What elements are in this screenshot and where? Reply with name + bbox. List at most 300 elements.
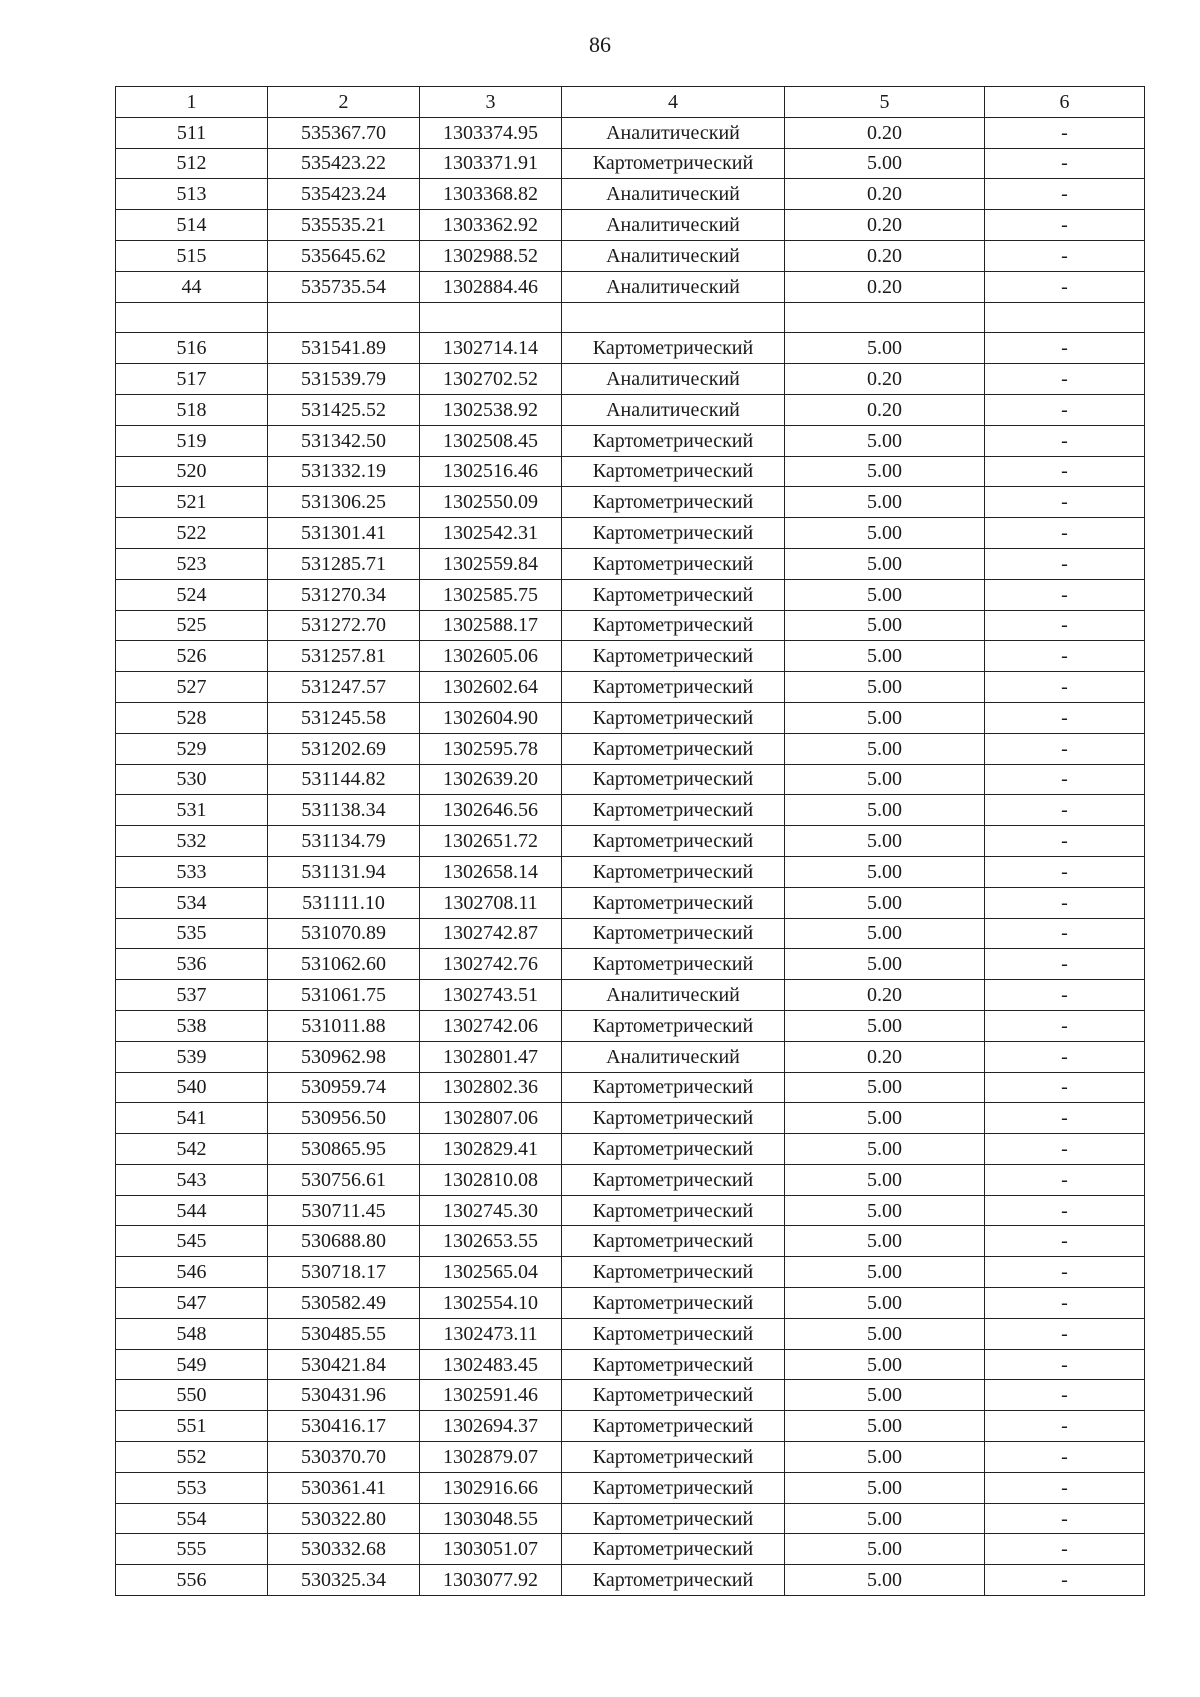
table-row [116, 764, 1145, 795]
x-coordinate-cell: 531301.41 [268, 518, 420, 549]
y-coordinate-cell: 1302658.14 [420, 856, 562, 887]
method-cell: Картометрический [562, 1134, 785, 1165]
method-cell: Аналитический [562, 179, 785, 210]
accuracy-cell: 5.00 [785, 949, 985, 980]
point-number-cell: 522 [116, 518, 268, 549]
accuracy-cell: 5.00 [785, 425, 985, 456]
y-coordinate-cell: 1302745.30 [420, 1195, 562, 1226]
point-number-cell: 547 [116, 1288, 268, 1319]
header-row [116, 87, 1145, 118]
method-cell: Картометрический [562, 856, 785, 887]
x-coordinate-cell: 530485.55 [268, 1318, 420, 1349]
y-coordinate-cell: 1302702.52 [420, 364, 562, 395]
method-cell: Картометрический [562, 456, 785, 487]
note-cell: - [985, 1164, 1145, 1195]
point-number-cell: 551 [116, 1411, 268, 1442]
table-row [116, 271, 1145, 302]
method-cell: Картометрический [562, 918, 785, 949]
method-cell: Картометрический [562, 1226, 785, 1257]
accuracy-cell: 0.20 [785, 271, 985, 302]
point-number-cell: 552 [116, 1442, 268, 1473]
y-coordinate-cell: 1302585.75 [420, 579, 562, 610]
point-number-cell: 549 [116, 1349, 268, 1380]
method-cell: Картометрический [562, 425, 785, 456]
accuracy-cell: 5.00 [785, 1164, 985, 1195]
method-cell: Аналитический [562, 210, 785, 241]
y-coordinate-cell: 1302605.06 [420, 641, 562, 672]
x-coordinate-cell: 531270.34 [268, 579, 420, 610]
table-row [116, 333, 1145, 364]
note-cell: - [985, 949, 1145, 980]
x-coordinate-cell: 530956.50 [268, 1103, 420, 1134]
y-coordinate-cell: 1302714.14 [420, 333, 562, 364]
note-cell: - [985, 1226, 1145, 1257]
x-coordinate-cell [268, 302, 420, 333]
y-coordinate-cell: 1303371.91 [420, 148, 562, 179]
point-number-cell: 535 [116, 918, 268, 949]
y-coordinate-cell: 1302588.17 [420, 610, 562, 641]
table-row [116, 487, 1145, 518]
method-cell: Картометрический [562, 148, 785, 179]
note-cell: - [985, 826, 1145, 857]
method-cell [562, 302, 785, 333]
method-cell: Картометрический [562, 1257, 785, 1288]
y-coordinate-cell: 1303077.92 [420, 1565, 562, 1596]
accuracy-cell: 5.00 [785, 610, 985, 641]
accuracy-cell: 5.00 [785, 702, 985, 733]
y-coordinate-cell: 1302591.46 [420, 1380, 562, 1411]
x-coordinate-cell: 531541.89 [268, 333, 420, 364]
x-coordinate-cell: 530325.34 [268, 1565, 420, 1596]
accuracy-cell: 5.00 [785, 1442, 985, 1473]
x-coordinate-cell: 531247.57 [268, 672, 420, 703]
note-cell: - [985, 1349, 1145, 1380]
table-row [116, 518, 1145, 549]
table-row [116, 1442, 1145, 1473]
accuracy-cell: 5.00 [785, 856, 985, 887]
point-number-cell: 512 [116, 148, 268, 179]
y-coordinate-cell: 1302743.51 [420, 980, 562, 1011]
point-number-cell: 515 [116, 240, 268, 271]
table-row [116, 733, 1145, 764]
accuracy-cell: 5.00 [785, 1534, 985, 1565]
accuracy-cell: 5.00 [785, 148, 985, 179]
y-coordinate-cell: 1302807.06 [420, 1103, 562, 1134]
y-coordinate-cell: 1303048.55 [420, 1503, 562, 1534]
method-cell: Картометрический [562, 518, 785, 549]
accuracy-cell: 5.00 [785, 1349, 985, 1380]
point-number-cell: 545 [116, 1226, 268, 1257]
column-header: 4 [562, 87, 785, 118]
x-coordinate-cell: 530582.49 [268, 1288, 420, 1319]
point-number-cell: 511 [116, 117, 268, 148]
method-cell: Аналитический [562, 394, 785, 425]
y-coordinate-cell: 1302708.11 [420, 887, 562, 918]
y-coordinate-cell: 1302829.41 [420, 1134, 562, 1165]
table-row [116, 394, 1145, 425]
table-row [116, 456, 1145, 487]
table-row [116, 148, 1145, 179]
method-cell: Аналитический [562, 271, 785, 302]
y-coordinate-cell: 1302483.45 [420, 1349, 562, 1380]
table-row [116, 1318, 1145, 1349]
x-coordinate-cell: 535735.54 [268, 271, 420, 302]
note-cell: - [985, 271, 1145, 302]
x-coordinate-cell: 530959.74 [268, 1072, 420, 1103]
method-cell: Картометрический [562, 949, 785, 980]
x-coordinate-cell: 531144.82 [268, 764, 420, 795]
y-coordinate-cell: 1302884.46 [420, 271, 562, 302]
column-header: 1 [116, 87, 268, 118]
accuracy-cell: 5.00 [785, 1565, 985, 1596]
accuracy-cell: 5.00 [785, 764, 985, 795]
table-row [116, 980, 1145, 1011]
point-number-cell: 520 [116, 456, 268, 487]
note-cell [985, 302, 1145, 333]
accuracy-cell: 5.00 [785, 1103, 985, 1134]
accuracy-cell: 5.00 [785, 733, 985, 764]
method-cell: Картометрический [562, 826, 785, 857]
method-cell: Картометрический [562, 1318, 785, 1349]
point-number-cell: 548 [116, 1318, 268, 1349]
table-body [116, 117, 1145, 1595]
method-cell: Картометрический [562, 1442, 785, 1473]
table-row [116, 1226, 1145, 1257]
accuracy-cell: 5.00 [785, 518, 985, 549]
note-cell: - [985, 672, 1145, 703]
x-coordinate-cell: 531111.10 [268, 887, 420, 918]
accuracy-cell: 5.00 [785, 1472, 985, 1503]
point-number-cell: 532 [116, 826, 268, 857]
x-coordinate-cell: 531011.88 [268, 1010, 420, 1041]
note-cell: - [985, 610, 1145, 641]
point-number-cell: 521 [116, 487, 268, 518]
x-coordinate-cell: 531342.50 [268, 425, 420, 456]
point-number-cell: 543 [116, 1164, 268, 1195]
point-number-cell: 527 [116, 672, 268, 703]
accuracy-cell: 0.20 [785, 364, 985, 395]
note-cell: - [985, 394, 1145, 425]
y-coordinate-cell: 1302508.45 [420, 425, 562, 456]
table-row [116, 302, 1145, 333]
table-row [116, 579, 1145, 610]
x-coordinate-cell: 531131.94 [268, 856, 420, 887]
point-number-cell: 554 [116, 1503, 268, 1534]
accuracy-cell: 5.00 [785, 1195, 985, 1226]
point-number-cell: 529 [116, 733, 268, 764]
y-coordinate-cell: 1303374.95 [420, 117, 562, 148]
table-row [116, 1134, 1145, 1165]
accuracy-cell: 5.00 [785, 1380, 985, 1411]
point-number-cell: 517 [116, 364, 268, 395]
method-cell: Картометрический [562, 1565, 785, 1596]
point-number-cell: 523 [116, 548, 268, 579]
table-row [116, 1349, 1145, 1380]
note-cell: - [985, 1041, 1145, 1072]
y-coordinate-cell: 1302742.76 [420, 949, 562, 980]
x-coordinate-cell: 530322.80 [268, 1503, 420, 1534]
point-number-cell: 524 [116, 579, 268, 610]
point-number-cell: 556 [116, 1565, 268, 1596]
y-coordinate-cell: 1303051.07 [420, 1534, 562, 1565]
y-coordinate-cell: 1302604.90 [420, 702, 562, 733]
method-cell: Аналитический [562, 364, 785, 395]
y-coordinate-cell: 1302473.11 [420, 1318, 562, 1349]
accuracy-cell: 5.00 [785, 1134, 985, 1165]
point-number-cell: 538 [116, 1010, 268, 1041]
point-number-cell: 540 [116, 1072, 268, 1103]
y-coordinate-cell: 1303362.92 [420, 210, 562, 241]
method-cell: Картометрический [562, 610, 785, 641]
note-cell: - [985, 148, 1145, 179]
accuracy-cell: 5.00 [785, 672, 985, 703]
note-cell: - [985, 579, 1145, 610]
y-coordinate-cell: 1302516.46 [420, 456, 562, 487]
note-cell: - [985, 333, 1145, 364]
point-number-cell: 526 [116, 641, 268, 672]
y-coordinate-cell: 1302802.36 [420, 1072, 562, 1103]
note-cell: - [985, 1072, 1145, 1103]
accuracy-cell: 0.20 [785, 179, 985, 210]
method-cell: Картометрический [562, 1411, 785, 1442]
note-cell: - [985, 117, 1145, 148]
table-row [116, 1565, 1145, 1596]
x-coordinate-cell: 530416.17 [268, 1411, 420, 1442]
accuracy-cell: 0.20 [785, 1041, 985, 1072]
accuracy-cell: 0.20 [785, 117, 985, 148]
note-cell: - [985, 1134, 1145, 1165]
method-cell: Картометрический [562, 702, 785, 733]
note-cell: - [985, 1195, 1145, 1226]
note-cell: - [985, 548, 1145, 579]
table-row [116, 117, 1145, 148]
table-row [116, 1041, 1145, 1072]
note-cell: - [985, 856, 1145, 887]
point-number-cell [116, 302, 268, 333]
accuracy-cell: 5.00 [785, 1010, 985, 1041]
table-row [116, 1257, 1145, 1288]
method-cell: Картометрический [562, 641, 785, 672]
y-coordinate-cell [420, 302, 562, 333]
accuracy-cell: 5.00 [785, 1072, 985, 1103]
y-coordinate-cell: 1302542.31 [420, 518, 562, 549]
y-coordinate-cell: 1302694.37 [420, 1411, 562, 1442]
table-header [116, 87, 1145, 118]
x-coordinate-cell: 535535.21 [268, 210, 420, 241]
method-cell: Картометрический [562, 1349, 785, 1380]
point-number-cell: 519 [116, 425, 268, 456]
accuracy-cell: 5.00 [785, 887, 985, 918]
y-coordinate-cell: 1302801.47 [420, 1041, 562, 1072]
note-cell: - [985, 364, 1145, 395]
accuracy-cell: 5.00 [785, 1226, 985, 1257]
method-cell: Картометрический [562, 1472, 785, 1503]
accuracy-cell: 5.00 [785, 795, 985, 826]
accuracy-cell: 5.00 [785, 918, 985, 949]
note-cell: - [985, 210, 1145, 241]
accuracy-cell: 0.20 [785, 210, 985, 241]
table-row [116, 1195, 1145, 1226]
accuracy-cell: 5.00 [785, 333, 985, 364]
table-row [116, 1472, 1145, 1503]
note-cell: - [985, 518, 1145, 549]
note-cell: - [985, 918, 1145, 949]
method-cell: Аналитический [562, 117, 785, 148]
note-cell: - [985, 487, 1145, 518]
accuracy-cell: 0.20 [785, 980, 985, 1011]
note-cell: - [985, 1442, 1145, 1473]
note-cell: - [985, 733, 1145, 764]
method-cell: Картометрический [562, 1103, 785, 1134]
y-coordinate-cell: 1302550.09 [420, 487, 562, 518]
accuracy-cell: 0.20 [785, 394, 985, 425]
column-header: 3 [420, 87, 562, 118]
x-coordinate-cell: 531245.58 [268, 702, 420, 733]
table-row [116, 425, 1145, 456]
column-header: 2 [268, 87, 420, 118]
point-number-cell: 553 [116, 1472, 268, 1503]
accuracy-cell: 0.20 [785, 240, 985, 271]
note-cell: - [985, 179, 1145, 210]
method-cell: Картометрический [562, 764, 785, 795]
note-cell: - [985, 456, 1145, 487]
table-row [116, 795, 1145, 826]
table-row [116, 179, 1145, 210]
method-cell: Картометрический [562, 1534, 785, 1565]
y-coordinate-cell: 1302602.64 [420, 672, 562, 703]
note-cell: - [985, 1010, 1145, 1041]
accuracy-cell: 5.00 [785, 826, 985, 857]
x-coordinate-cell: 531332.19 [268, 456, 420, 487]
accuracy-cell: 5.00 [785, 548, 985, 579]
method-cell: Картометрический [562, 487, 785, 518]
point-number-cell: 544 [116, 1195, 268, 1226]
method-cell: Картометрический [562, 1288, 785, 1319]
x-coordinate-cell: 531134.79 [268, 826, 420, 857]
table-row [116, 1503, 1145, 1534]
y-coordinate-cell: 1302810.08 [420, 1164, 562, 1195]
x-coordinate-cell: 535367.70 [268, 117, 420, 148]
x-coordinate-cell: 531257.81 [268, 641, 420, 672]
note-cell: - [985, 1318, 1145, 1349]
point-number-cell: 555 [116, 1534, 268, 1565]
column-header: 6 [985, 87, 1145, 118]
coordinates-table [115, 86, 1145, 1596]
method-cell: Картометрический [562, 1164, 785, 1195]
x-coordinate-cell: 531272.70 [268, 610, 420, 641]
y-coordinate-cell: 1302651.72 [420, 826, 562, 857]
x-coordinate-cell: 530421.84 [268, 1349, 420, 1380]
point-number-cell: 525 [116, 610, 268, 641]
table-row [116, 856, 1145, 887]
note-cell: - [985, 1565, 1145, 1596]
accuracy-cell: 5.00 [785, 1503, 985, 1534]
note-cell: - [985, 887, 1145, 918]
x-coordinate-cell: 535423.22 [268, 148, 420, 179]
point-number-cell: 537 [116, 980, 268, 1011]
method-cell: Аналитический [562, 1041, 785, 1072]
point-number-cell: 541 [116, 1103, 268, 1134]
point-number-cell: 518 [116, 394, 268, 425]
accuracy-cell: 5.00 [785, 456, 985, 487]
point-number-cell: 550 [116, 1380, 268, 1411]
point-number-cell: 528 [116, 702, 268, 733]
y-coordinate-cell: 1302916.66 [420, 1472, 562, 1503]
note-cell: - [985, 1103, 1145, 1134]
x-coordinate-cell: 535645.62 [268, 240, 420, 271]
note-cell: - [985, 1380, 1145, 1411]
x-coordinate-cell: 531061.75 [268, 980, 420, 1011]
point-number-cell: 533 [116, 856, 268, 887]
method-cell: Картометрический [562, 333, 785, 364]
point-number-cell: 531 [116, 795, 268, 826]
x-coordinate-cell: 530332.68 [268, 1534, 420, 1565]
x-coordinate-cell: 530962.98 [268, 1041, 420, 1072]
note-cell: - [985, 980, 1145, 1011]
x-coordinate-cell: 530718.17 [268, 1257, 420, 1288]
x-coordinate-cell: 531062.60 [268, 949, 420, 980]
x-coordinate-cell: 531070.89 [268, 918, 420, 949]
note-cell: - [985, 425, 1145, 456]
x-coordinate-cell: 530711.45 [268, 1195, 420, 1226]
point-number-cell: 539 [116, 1041, 268, 1072]
accuracy-cell: 5.00 [785, 487, 985, 518]
y-coordinate-cell: 1302639.20 [420, 764, 562, 795]
accuracy-cell [785, 302, 985, 333]
method-cell: Картометрический [562, 672, 785, 703]
y-coordinate-cell: 1302565.04 [420, 1257, 562, 1288]
method-cell: Аналитический [562, 980, 785, 1011]
note-cell: - [985, 795, 1145, 826]
accuracy-cell: 5.00 [785, 1288, 985, 1319]
table-row [116, 1010, 1145, 1041]
table-row [116, 641, 1145, 672]
point-number-cell: 516 [116, 333, 268, 364]
note-cell: - [985, 240, 1145, 271]
method-cell: Картометрический [562, 579, 785, 610]
note-cell: - [985, 702, 1145, 733]
x-coordinate-cell: 531306.25 [268, 487, 420, 518]
x-coordinate-cell: 535423.24 [268, 179, 420, 210]
table-row [116, 1534, 1145, 1565]
x-coordinate-cell: 531138.34 [268, 795, 420, 826]
x-coordinate-cell: 531425.52 [268, 394, 420, 425]
table-row [116, 887, 1145, 918]
y-coordinate-cell: 1302646.56 [420, 795, 562, 826]
y-coordinate-cell: 1302742.87 [420, 918, 562, 949]
y-coordinate-cell: 1302653.55 [420, 1226, 562, 1257]
x-coordinate-cell: 530361.41 [268, 1472, 420, 1503]
x-coordinate-cell: 531202.69 [268, 733, 420, 764]
y-coordinate-cell: 1302554.10 [420, 1288, 562, 1319]
table-row [116, 1164, 1145, 1195]
table-row [116, 672, 1145, 703]
point-number-cell: 534 [116, 887, 268, 918]
x-coordinate-cell: 530756.61 [268, 1164, 420, 1195]
y-coordinate-cell: 1302742.06 [420, 1010, 562, 1041]
x-coordinate-cell: 531539.79 [268, 364, 420, 395]
table-row [116, 1411, 1145, 1442]
y-coordinate-cell: 1302538.92 [420, 394, 562, 425]
point-number-cell: 514 [116, 210, 268, 241]
point-number-cell: 530 [116, 764, 268, 795]
method-cell: Картометрический [562, 548, 785, 579]
table-row [116, 364, 1145, 395]
point-number-cell: 536 [116, 949, 268, 980]
y-coordinate-cell: 1302988.52 [420, 240, 562, 271]
table-row [116, 210, 1145, 241]
point-number-cell: 546 [116, 1257, 268, 1288]
